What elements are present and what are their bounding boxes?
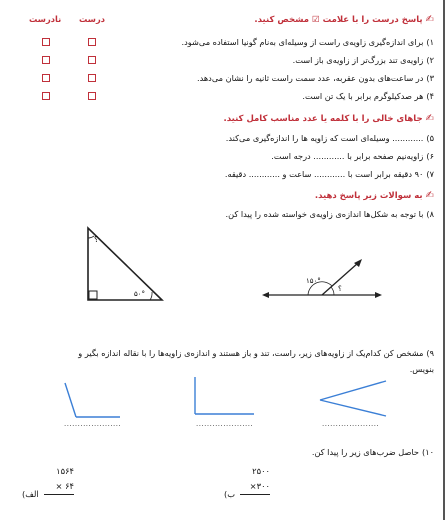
mult-a-label: (الف <box>22 489 39 499</box>
question-1: ۱)برای اندازه‌گیری زاویه‌ی راست از وسیله‌ای به‌نام گونیا استفاده می‌شود. <box>181 37 434 47</box>
checkbox-incorrect-2[interactable] <box>42 56 50 64</box>
pen-icon: ✍ <box>425 113 434 124</box>
pen-icon: ✍ <box>425 190 434 201</box>
pen-icon: ✍ <box>425 14 434 25</box>
triangle-top-angle-label: ؟ <box>94 235 99 244</box>
triangle-shape <box>88 228 162 300</box>
checkbox-correct-2[interactable] <box>88 56 96 64</box>
answer-line-1: ..................... <box>322 420 380 428</box>
straight-angle-figure <box>262 255 382 307</box>
angle-figure-1 <box>318 378 390 420</box>
question-9-line2: بنویس. <box>409 364 434 374</box>
answer-line-3: ..................... <box>64 420 122 428</box>
mult-b-rule <box>240 494 270 495</box>
checkbox-incorrect-3[interactable] <box>42 74 50 82</box>
question-6: ۶)زاویه‌نیم صفحه برابر با ............ درجه است. <box>271 151 434 161</box>
question-7: ۷)۹۰ دقیقه برابر است با ............ ساعت و ............ دقیقه. <box>224 169 434 179</box>
question-10: ۱۰)حاصل ضرب‌های زیر را پیدا کن. <box>311 447 434 457</box>
section1-title: ✍پاسخ درست را با علامت ☑ مشخص کنید. <box>254 14 434 25</box>
question-9-line1: ۹)مشخص کن کدام‌یک از زاویه‌های زیر، راست، تند و باز هستند و اندازه‌ی زاویه‌ها را با نقاله اندازه بگیر و <box>78 348 434 358</box>
question-5: ۵)............ وسیله‌ای است که زاویه ها را اندازه‌گیری می‌کند. <box>225 133 434 143</box>
mult-a-top: ۱۵۶۴ <box>56 466 74 476</box>
mult-a-rule <box>44 494 74 495</box>
mult-b-bottom: ×۳۰۰ <box>249 481 270 491</box>
page-edge-line <box>443 0 445 520</box>
angle-figure-3 <box>62 380 124 420</box>
question-3: ۳)در ساعت‌های بدون عقربه، عدد سمت راست ثانیه را نشان می‌دهد. <box>196 73 434 83</box>
angle-figure-2 <box>192 374 258 418</box>
angle-150-label: ۱۵۰° <box>306 277 321 285</box>
question-2: ۲)زاویه‌ی تند بزرگ‌تر از زاویه‌ی باز است. <box>292 55 434 65</box>
checkbox-correct-1[interactable] <box>88 38 96 46</box>
question-8: ۸)با توجه به شکل‌ها اندازه‌ی زاویه‌ی خواسته شده را پیدا کن. <box>225 209 434 219</box>
mult-b-label: (ب <box>224 489 236 499</box>
answer-line-2: ..................... <box>196 420 254 428</box>
right-angle-mark <box>89 291 97 299</box>
incorrect-column-header: نادرست <box>29 14 62 24</box>
checkbox-incorrect-1[interactable] <box>42 38 50 46</box>
checkbox-correct-3[interactable] <box>88 74 96 82</box>
mult-a-bottom: × ۶۴ <box>55 481 74 491</box>
unknown-angle-label: ؟ <box>338 285 342 293</box>
question-4: ۴)هر صدکیلوگرم برابر با یک تن است. <box>302 91 434 101</box>
checkbox-correct-4[interactable] <box>88 92 96 100</box>
triangle-bottom-angle-label: ۵۰° <box>134 290 146 298</box>
section3-title: ✍به سوالات زیر پاسخ دهید. <box>314 190 434 201</box>
right-triangle-figure <box>80 222 170 304</box>
correct-column-header: درست <box>79 14 105 24</box>
section2-title: ✍جاهای خالی را با کلمه یا عدد مناسب کامل کنید. <box>223 113 434 124</box>
mult-b-top: ۲۵۰۰ <box>252 466 270 476</box>
checkbox-incorrect-4[interactable] <box>42 92 50 100</box>
